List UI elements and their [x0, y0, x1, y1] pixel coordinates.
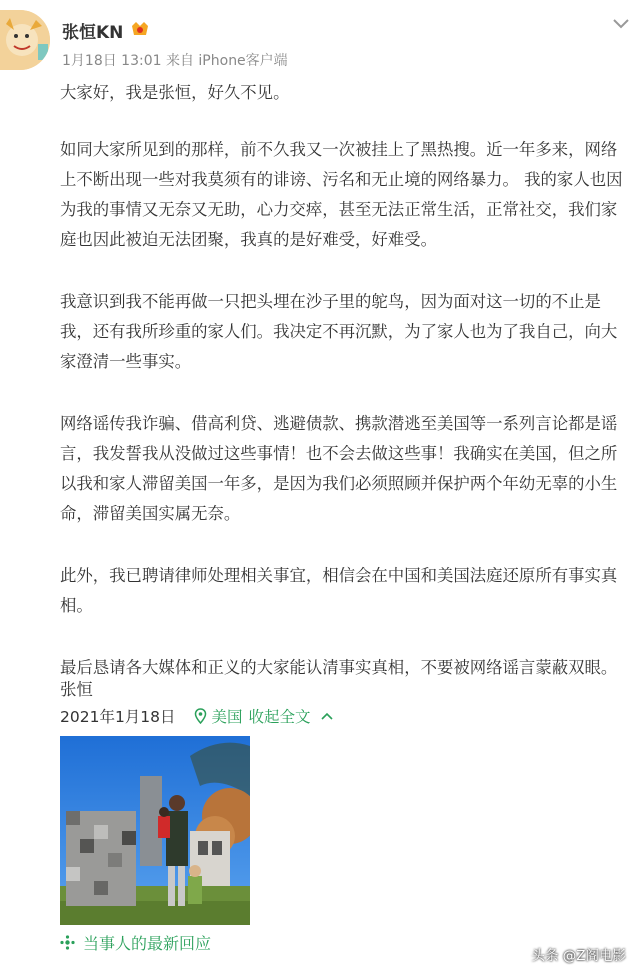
latest-reply-label: 当事人的最新回应: [83, 933, 212, 953]
paragraph: 如同大家所见到的那样，前不久我又一次被挂上了黑热搜。近一年多来，网络上不断出现一些对我莫须有的诽谤、污名和无止境的网络暴力。 我的家人也因为我的事情又无奈又无助，心力交瘁，甚至无法正常生活，正常社交，我们家庭也因此被迫无法团聚，我真的是好难受，好难受。: [60, 140, 623, 249]
paragraph: 大家好，我是张恒，好久不见。: [60, 83, 290, 102]
post-footer: [60, 704, 333, 728]
signature: 张恒: [60, 680, 93, 699]
chevron-up-icon[interactable]: [321, 712, 333, 720]
watermark: 头条 @Z阁电影: [531, 948, 626, 964]
post-date: 2021年1月18日: [60, 708, 176, 726]
sparkle-icon: [60, 935, 75, 950]
paragraph: 网络谣传我诈骗、借高利贷、逃避债款、携款潜逃至美国等一系列言论都是谣言，我发誓我从没做过这些事情！也不会去做这些事！我确实在美国，但之所以我和家人滞留美国一年多，是因为我们必须照顾并保护两个年幼无辜的小生命，滞留美国实属无奈。: [60, 414, 618, 523]
post-body: [60, 78, 632, 715]
location-pin-icon: [194, 708, 207, 724]
paragraph: 我意识到我不能再做一只把头埋在沙子里的鸵鸟，因为面对这一切的不止是我，还有我所珍重的家人们。我决定不再沉默，为了家人也为了我自己，向大家澄清一些事实。: [60, 292, 618, 371]
post-header: [0, 0, 640, 75]
collapse-button[interactable]: 收起全文: [248, 708, 311, 726]
latest-reply-link[interactable]: [60, 931, 211, 953]
chevron-down-icon[interactable]: [612, 18, 630, 30]
vip-badge-icon: [130, 20, 150, 37]
location-link[interactable]: 美国: [211, 708, 243, 726]
post-meta: 1月18日 13:01 来自 iPhone客户端: [62, 53, 288, 69]
paragraph: 此外，我已聘请律师处理相关事宜，相信会在中国和美国法庭还原所有事实真相。: [60, 566, 618, 615]
photo-image: [60, 736, 250, 925]
post-photo[interactable]: [60, 736, 250, 925]
paragraph: 最后恳请各大媒体和正义的大家能认清事实真相，不要被网络谣言蒙蔽双眼。: [60, 658, 618, 677]
avatar[interactable]: [0, 10, 50, 70]
author-name[interactable]: 张恒KN: [62, 23, 124, 43]
avatar-image: [0, 10, 50, 70]
